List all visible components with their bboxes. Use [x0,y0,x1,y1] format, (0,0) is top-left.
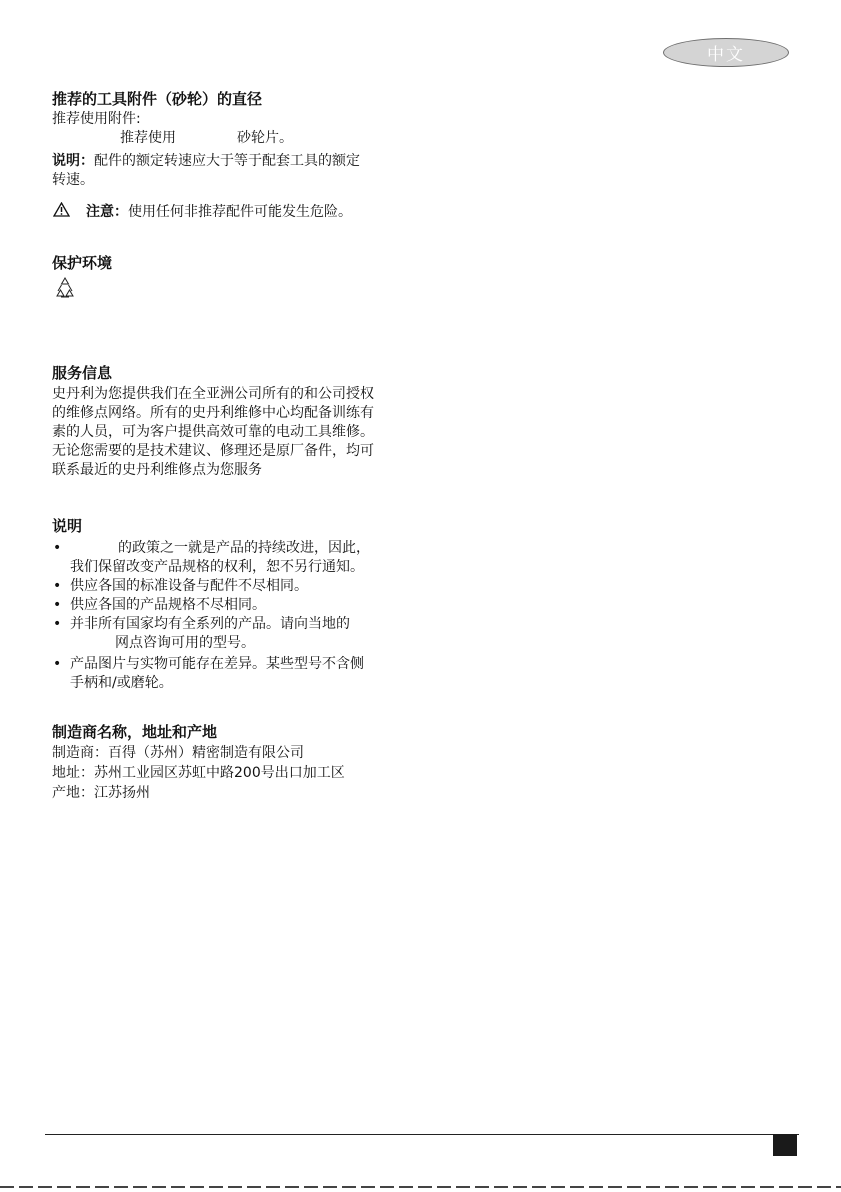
bullet-4: • [53,616,62,632]
service-line-1: 史丹利为您提供我们在全亚洲公司所有的和公司授权 [52,386,374,402]
note-text: 配件的额定转速应大于等于配套工具的额定 [94,153,360,169]
service-line-4: 无论您需要的是技术建议、修理还是原厂备件，均可 [52,443,374,459]
manufacturer-line3: 产地：江苏扬州 [52,785,150,801]
footer-rule [45,1134,799,1135]
accessories-title: 推荐的工具附件（砂轮）的直径 [52,90,263,108]
notes-item5-a: 产品图片与实物可能存在差异。某些型号不含侧 [70,656,364,672]
warning-line [86,202,352,222]
accessories-line2-a: 推荐使用 [120,130,176,146]
notes-item1-b: 我们保留改变产品规格的权利，恕不另行通知。 [70,559,364,575]
service-line-3: 素的人员，可为客户提供高效可靠的电动工具维修。 [52,424,374,440]
bullet-5: • [53,656,62,672]
notes-item2: 供应各国的标准设备与配件不尽相同。 [70,578,308,594]
notes-item3: 供应各国的产品规格不尽相同。 [70,597,266,613]
note-text-2: 转速。 [52,172,94,188]
bullet-3: • [53,597,62,613]
warning-label: 注意： [86,204,128,220]
warning-text: 使用任何非推荐配件可能发生危险。 [128,204,352,220]
notes-item4-b: 网点咨询可用的型号。 [115,635,255,651]
service-line-5: 联系最近的史丹利维修点为您服务 [52,462,262,478]
accessories-line1: 推荐使用附件: [52,111,141,127]
recycle-icon [53,276,77,300]
bullet-1: • [53,540,62,556]
notes-title: 说明 [52,517,83,535]
service-title: 服务信息 [52,364,113,382]
environment-title: 保护环境 [52,254,113,272]
service-line-2: 的维修点网络。所有的史丹利维修中心均配备训练有 [52,405,374,421]
notes-item1-a: 的政策之一就是产品的持续改进，因此， [118,540,370,556]
bottom-dashed-border [0,1186,841,1188]
warning-triangle-icon [53,202,70,217]
manufacturer-line1: 制造商：百得（苏州）精密制造有限公司 [52,745,304,761]
bullet-2: • [53,578,62,594]
manufacturer-title: 制造商名称，地址和产地 [52,723,218,741]
note-label: 说明： [52,153,94,169]
accessories-line2-b: 砂轮片。 [237,130,293,146]
manufacturer-line2: 地址：苏州工业园区苏虹中路200号出口加工区 [52,765,345,781]
notes-item4-a: 并非所有国家均有全系列的产品。请向当地的 [70,616,350,632]
note-line [52,151,360,171]
notes-item5-b: 手柄和/或磨轮。 [70,675,173,691]
page-marker [773,1134,797,1156]
language-badge: 中文 [663,38,789,67]
